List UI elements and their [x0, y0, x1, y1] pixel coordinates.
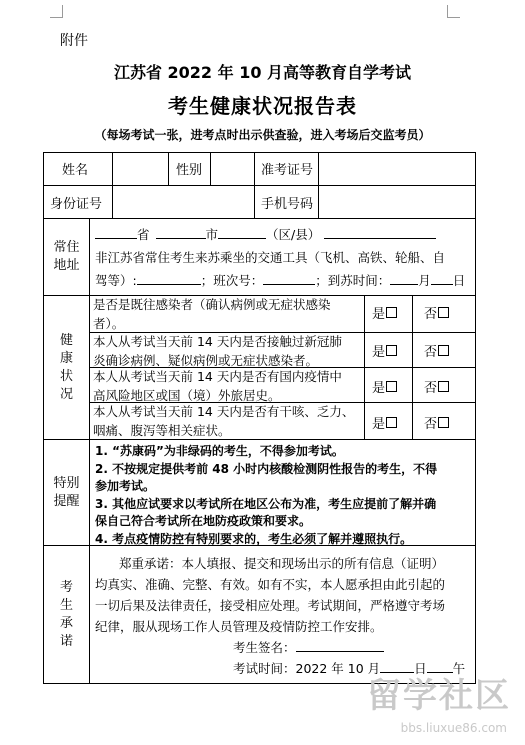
yes-label: 是 [372, 381, 386, 396]
checkbox-icon[interactable] [386, 381, 397, 392]
health-question-1 [93, 295, 363, 333]
transport-mode-blank[interactable] [137, 271, 201, 285]
arrival-month-blank[interactable] [390, 271, 418, 285]
document-title-form: 考生健康状况报告表 [168, 94, 357, 118]
no-label: 否 [424, 381, 438, 396]
name-label: 姓名 [62, 163, 89, 178]
reminder-item-3-line-1: 3. 其他应试要求以考试所在地区公布为准，考生应提前了解并确 [95, 496, 437, 511]
name-input[interactable] [113, 153, 167, 184]
yes-label: 是 [372, 307, 386, 322]
transport-line: 非江苏省常住考生来苏乘坐的交通工具（飞机、高铁、轮船、自 [95, 250, 446, 265]
health-question-3 [93, 367, 363, 405]
q4-no-option[interactable] [424, 413, 449, 432]
attachment-label: 附件 [60, 33, 88, 49]
province-blank[interactable] [95, 225, 137, 239]
province-word: 省 [137, 227, 150, 242]
q2-no-option[interactable] [424, 341, 449, 360]
residence-address-line [95, 225, 436, 244]
residence-label-text: 常住地址 [53, 240, 80, 273]
exam-date-label: 考试时间：2022 年 10 月 [233, 661, 381, 676]
page-corner-mark-right [447, 5, 460, 18]
health-question-3-line-2: 高风险地区或国（境）外旅居史。 [93, 388, 281, 403]
promise-line-1: 郑重承诺：本人填报、提交和现场出示的所有信息（证明） [119, 556, 445, 571]
health-question-4 [93, 402, 363, 440]
candidate-promise-label-text: 考生承诺 [59, 580, 73, 649]
q3-yes-option[interactable] [372, 377, 397, 396]
checkbox-icon[interactable] [438, 417, 449, 428]
table-rule [364, 295, 365, 439]
arrival-time-label: ；到苏时间： [315, 273, 391, 288]
checkbox-icon[interactable] [386, 417, 397, 428]
candidate-promise-label [44, 546, 89, 684]
special-reminder-text [95, 443, 473, 548]
city-word: 市 [205, 227, 219, 242]
special-reminder-label-text: 特别提醒 [53, 475, 80, 509]
health-question-4-line-2: 咽痛、腹泻等相关症状。 [93, 423, 231, 438]
reminder-item-2-line-1: 2. 不按规定提供考前 48 小时内核酸检测阴性报告的考生，不得 [95, 461, 438, 476]
site-watermark-url: bbs.liuxue86.com [400, 721, 507, 735]
promise-line-2: 均真实、准确、完整、有效。如有不实，本人愿承担由此引起的 [95, 577, 446, 592]
reminder-item-4: 4. 考点疫情防控有特别要求的，考生必须了解并遵照执行。 [95, 531, 413, 546]
day-word: 日 [452, 273, 466, 288]
gender-input[interactable] [211, 153, 253, 184]
signature-blank[interactable] [296, 638, 384, 652]
transport-mode-label: 驾等）: [95, 273, 137, 288]
trip-number-blank[interactable] [263, 271, 315, 285]
health-question-1-line-1: 是否是既往感染者（确认病例或无症状感染 [93, 297, 331, 312]
no-label: 否 [424, 345, 438, 360]
checkbox-icon[interactable] [386, 307, 397, 318]
document-subtitle: （每场考试一张，进考点时出示供查验，进入考场后交监考员） [94, 128, 431, 142]
special-reminder-label [44, 440, 89, 545]
gender-label: 性别 [176, 163, 203, 178]
q2-yes-option[interactable] [372, 341, 397, 360]
yes-label: 是 [372, 417, 386, 432]
reminder-item-2-line-2: 参加考试。 [95, 479, 156, 493]
table-rule [168, 152, 169, 185]
q1-yes-option[interactable] [372, 303, 397, 322]
exam-session-word: 午 [452, 661, 466, 676]
health-question-1-line-2: 者）。 [93, 316, 125, 331]
no-label: 否 [424, 417, 438, 432]
promise-line-4: 纪律，服从现场工作人员管理及疫情防控工作安排。 [95, 619, 383, 634]
arrival-day-blank[interactable] [431, 271, 453, 285]
month-word: 月 [418, 273, 431, 288]
id-number-label: 身份证号 [50, 197, 103, 212]
promise-line-3: 一切后果及法律责任，接受相应处理。考试期间，严格遵守考场 [95, 598, 446, 613]
phone-label: 手机号码 [261, 197, 314, 212]
health-question-2-line-2: 炎确诊病例、疑似病例或无症状感染者。 [93, 353, 319, 368]
checkbox-icon[interactable] [438, 381, 449, 392]
health-question-2-line-1: 本人从考试当天前 14 天内是否接触过新冠肺 [93, 334, 342, 349]
table-rule [89, 218, 90, 684]
page-corner-mark-left [50, 5, 63, 18]
document-title-exam: 江苏省 2022 年 10 月高等教育自学考试 [113, 63, 412, 82]
checkbox-icon[interactable] [386, 345, 397, 356]
checkbox-icon[interactable] [438, 345, 449, 356]
health-status-label-text: 健康状况 [59, 332, 73, 402]
health-status-label [44, 296, 89, 439]
signature-line [233, 638, 384, 657]
checkbox-icon[interactable] [438, 307, 449, 318]
table-rule [254, 152, 255, 218]
reminder-item-3-line-2: 保自己符合考试所在地防疫政策和要求。 [95, 514, 312, 528]
city-blank[interactable] [156, 225, 206, 239]
site-watermark-logo: 留学社区 [367, 676, 511, 716]
q3-no-option[interactable] [424, 377, 449, 396]
trip-number-label: ；班次号： [200, 273, 264, 288]
health-question-2 [93, 332, 363, 370]
phone-input[interactable] [319, 186, 475, 217]
admission-number-label: 准考证号 [261, 163, 314, 178]
health-question-4-line-1: 本人从考试当天前 14 天内是否有干咳、乏力、 [93, 404, 355, 419]
promise-text [95, 553, 473, 637]
q4-yes-option[interactable] [372, 413, 397, 432]
yes-label: 是 [372, 345, 386, 360]
id-number-input[interactable] [113, 186, 253, 217]
address-detail-blank[interactable] [324, 225, 436, 239]
table-rule [412, 295, 413, 439]
signature-label: 考生签名： [233, 640, 296, 655]
transport-details-line [95, 271, 465, 290]
no-label: 否 [424, 307, 438, 322]
exam-day-word: 日 [414, 661, 427, 676]
district-blank[interactable] [218, 225, 266, 239]
reminder-item-1: 1. “苏康码”为非绿码的考生，不得参加考试。 [95, 444, 344, 458]
district-word: （区/县） [266, 227, 321, 242]
q1-no-option[interactable] [424, 303, 449, 322]
health-question-3-line-1: 本人从考试当天前 14 天内是否有国内疫情中 [93, 369, 342, 384]
table-rule [43, 218, 476, 219]
residence-label [44, 219, 89, 295]
admission-number-input[interactable] [319, 153, 475, 184]
